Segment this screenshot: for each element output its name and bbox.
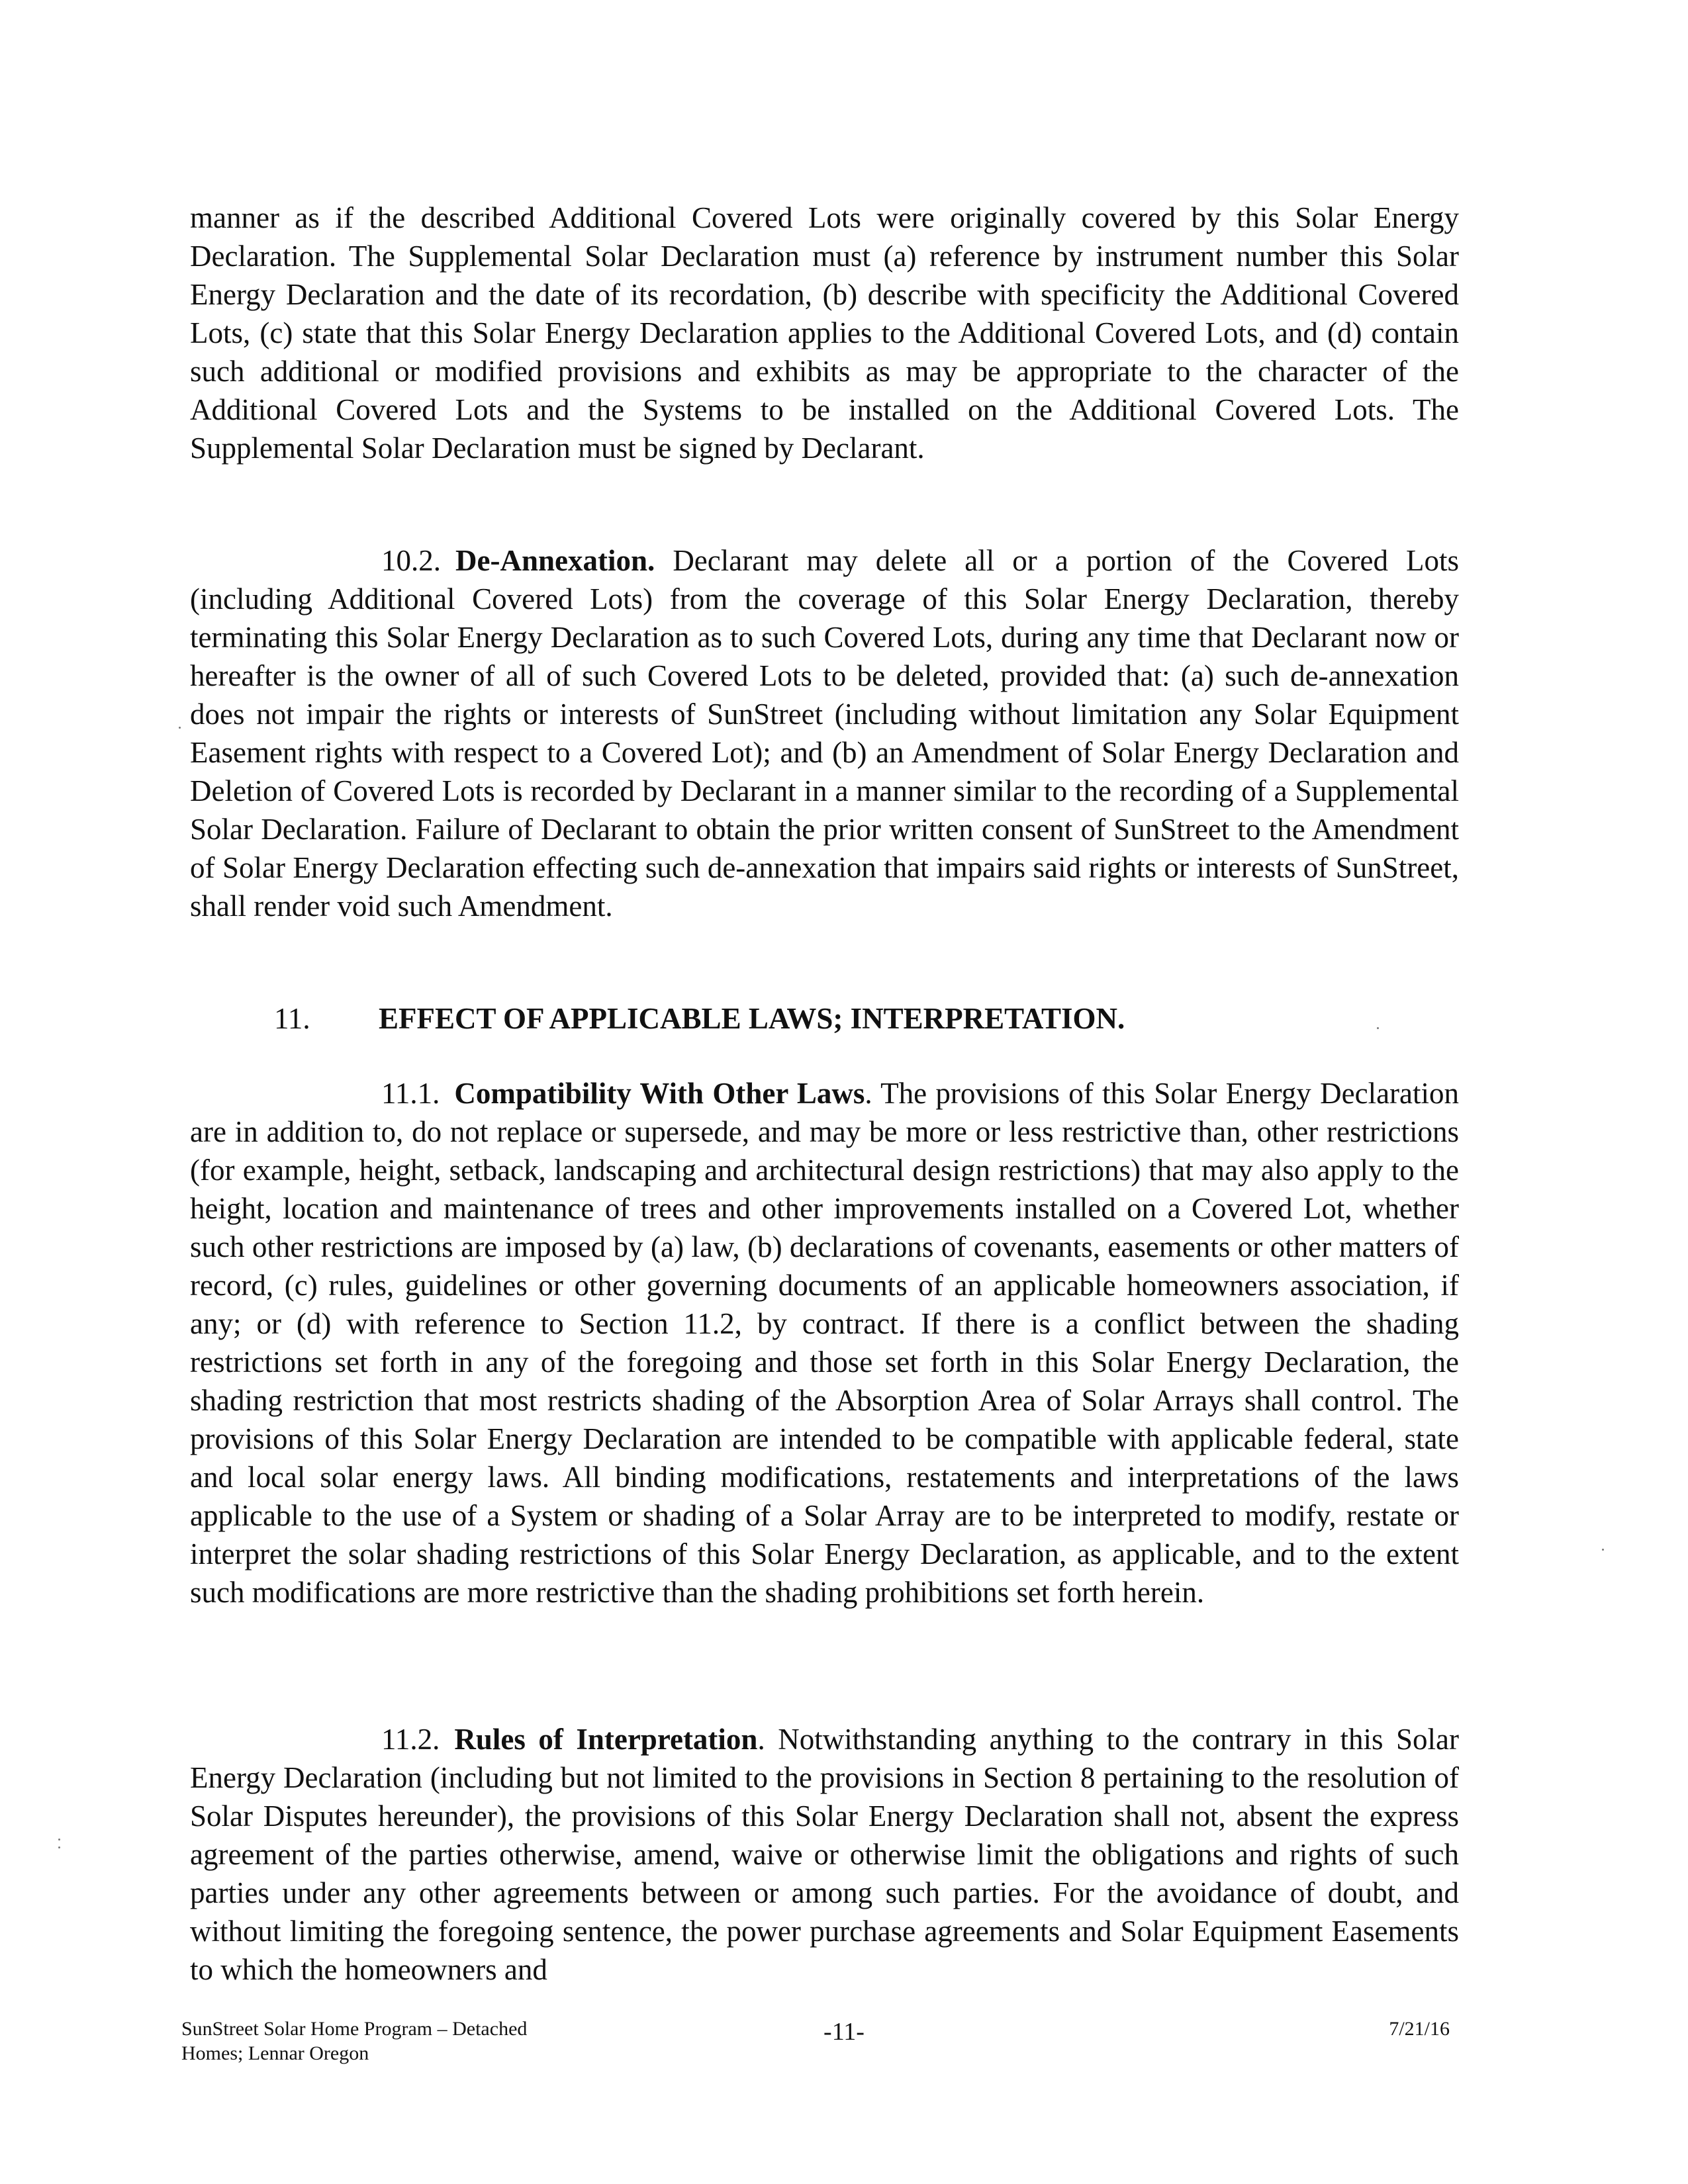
scan-speck: [1377, 1027, 1379, 1029]
scan-speck: [58, 1839, 60, 1841]
section-number: 10.2.: [381, 544, 441, 577]
footer-line-1: SunStreet Solar Home Program – Detached: [181, 2018, 528, 2040]
section-11-heading: [190, 999, 1459, 1038]
paragraph-continuation: manner as if the described Additional Covered Lots were originally covered by this Solar Energy Declaration. The Supplemental Solar Declaration must (a) reference by instrument number this Solar Energy Declaration and the date of its recordation, (b) describe with specificity the Additional Covered Lots, (c) state that this Solar Energy Declaration applies to the Additional Covered Lots, and (d) contain such additional or modified provisions and exhibits as may be appropriate to the character of the Additional Covered Lots and the Systems to be installed on the Additional Covered Lots. The Supplemental Solar Declaration must be signed by Declarant.: [190, 201, 1459, 465]
scan-speck: [179, 727, 181, 729]
footer-date: 7/21/16: [1389, 2018, 1450, 2040]
paragraph-compatibility: [190, 1074, 1459, 1612]
scan-speck: [1602, 1549, 1604, 1551]
scan-speck: [58, 1846, 60, 1848]
heading-title: EFFECT OF APPLICABLE LAWS; INTERPRETATION.: [379, 1002, 1125, 1035]
section-title: De-Annexation.: [455, 544, 655, 577]
section-number: 11.1.: [381, 1077, 440, 1110]
footer-page-number: -11-: [823, 2018, 865, 2046]
footer-line-2: Homes; Lennar Oregon: [181, 2042, 369, 2064]
heading-number: 11.: [274, 1002, 310, 1035]
paragraph-de-annexation: [190, 541, 1459, 925]
section-text: . The provisions of this Solar Energy Declaration are in addition to, do not replace or supersede, and may be more or less restrictive than, other restrictions (for example, height, setback, landscaping and architectural design restrictions) that may also apply to the height, location and maintenance of trees and other improvements installed on a Covered Lot, whether such other restrictions are imposed by (a) law, (b) declarations of covenants, easements or other matters of record, (c) rules, guidelines or other governing documents of an applicable homeowners association, if any; or (d) with reference to Section 11.2, by contract. If there is a conflict between the shading restrictions set forth in any of the foregoing and those set forth in this Solar Energy Declaration, the shading restriction that most restricts shading of the Absorption Area of Solar Arrays shall control. The provisions of this Solar Energy Declaration are intended to be compatible with applicable federal, state and local solar energy laws. All binding modifications, restatements and interpretations of the laws applicable to the use of a System or shading of a Solar Array are to be interpreted to modify, restate or interpret the solar shading restrictions of this Solar Energy Declaration, as applicable, and to the extent such modifications are more restrictive than the shading prohibitions set forth herein.: [190, 1077, 1460, 1609]
section-title: Compatibility With Other Laws: [454, 1077, 865, 1110]
section-number: 11.2.: [381, 1723, 440, 1756]
section-title: Rules of Interpretation: [454, 1723, 758, 1756]
section-text: . Notwithstanding anything to the contrary in this Solar Energy Declaration (including but not limited to the provisions in Section 8 pertaining to the resolution of Solar Disputes hereunder), the provisions of this Solar Energy Declaration shall not, absent the express agreement of the parties otherwise, amend, waive or otherwise limit the obligations and rights of such parties under any other agreements between or among such parties. For the avoidance of doubt, and without limiting the foregoing sentence, the power purchase agreements and Solar Equipment Easements to which the homeowners and: [190, 1723, 1459, 1986]
paragraph-interpretation: [190, 1720, 1459, 1989]
section-text: Declarant may delete all or a portion of the Covered Lots (including Additional Covered Lots) from the coverage of this Solar Energy Declaration, thereby terminating this Solar Energy Declaration as to such Covered Lots, during any time that Declarant now or hereafter is the owner of all of such Covered Lots to be deleted, provided that: (a) such de-annexation does not impair the rights or interests of SunStreet (including without limitation any Solar Equipment Easement rights with respect to a Covered Lot); and (b) an Amendment of Solar Energy Declaration and Deletion of Covered Lots is recorded by Declarant in a manner similar to the recording of a Supplemental Solar Declaration. Failure of Declarant to obtain the prior written consent of SunStreet to the Amendment of Solar Energy Declaration effecting such de-annexation that impairs said rights or interests of SunStreet, shall render void such Amendment.: [190, 544, 1459, 923]
footer-program-name: [181, 2017, 645, 2066]
